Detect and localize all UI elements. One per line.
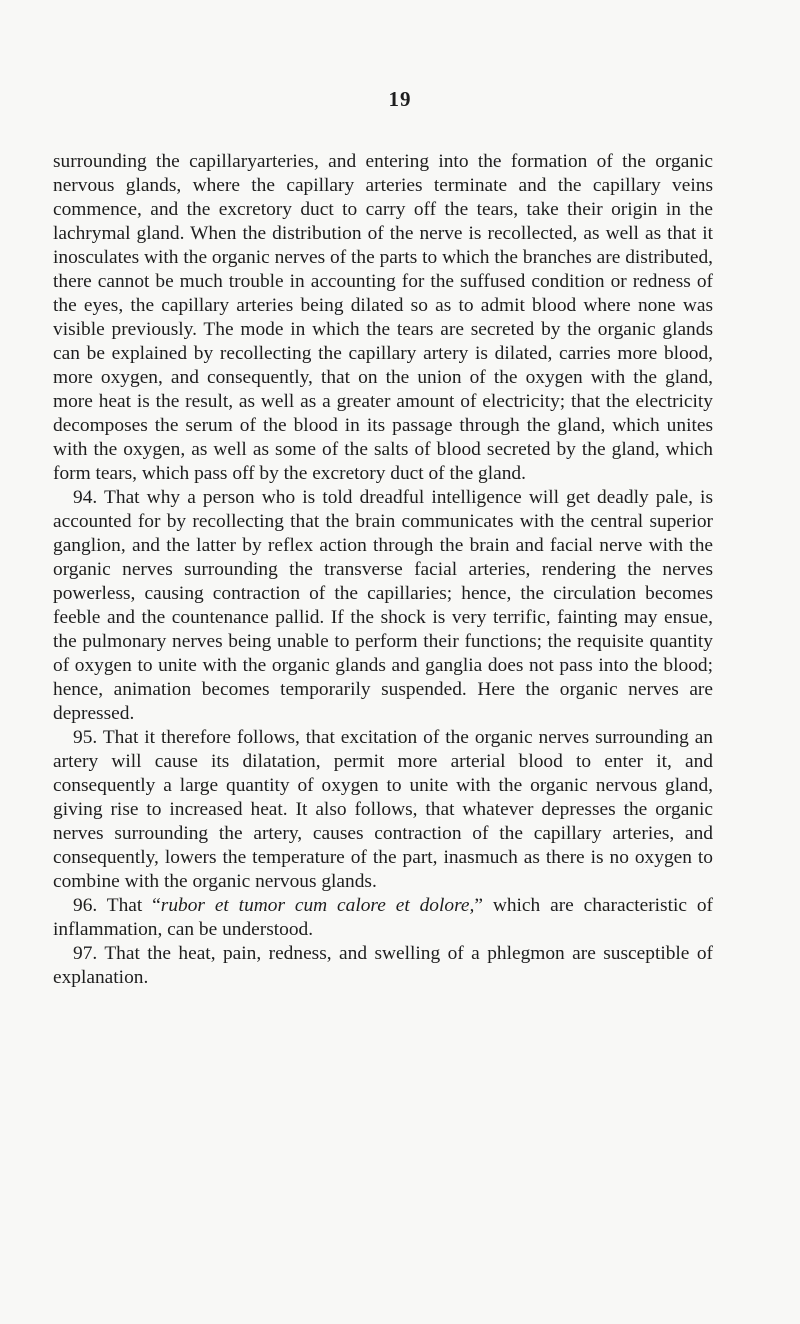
paragraph-95 — [53, 726, 713, 894]
paragraph-number: 97. — [73, 943, 98, 964]
paragraph-text: That why a person who is told dreadful intelligence will get deadly pale, is accounted for by recollecting that the brain communicates with the central superior ganglion, and the latter by reflex action through the brain and facial nerve with the organic nerves surrounding the transverse facial arteries, rendering the nerves powerless, causing contraction of the capillaries; hence, the circulation becomes feeble and the countenance pallid. If the shock is very terrific, fainting may ensue, the pulmonary nerves being unable to perform their functions; the requisite quantity of oxygen to unite with the organic glands and ganglia does not pass into the blood; hence, animation becomes temporarily suspended. Here the organic nerves are depressed. — [53, 487, 713, 724]
page-number: 19 — [388, 87, 412, 111]
paragraph-number: 96. — [73, 895, 98, 916]
latin-phrase: rubor et tumor cum calore et dolore, — [160, 895, 475, 916]
paragraph-tail: ” which are characteristic of inflammation, can be understood. — [53, 895, 713, 940]
paragraph-continued: surrounding the capillaryarteries, and entering into the formation of the organic nervous glands, where the capillary arteries terminate and the capillary veins commence, and the excretory duct to carry off the tears, take their origin in the lachrymal gland. When the distribution of the nerve is recollected, as well as that it inosculates with the organic nerves of the parts to which the branches are distributed, there cannot be much trouble in accounting for the suffused condition or redness of the eyes, the capillary arteries being dilated so as to admit blood where none was visible previously. The mode in which the tears are secreted by the organic glands can be explained by recollecting the capillary artery is dilated, carries more blood, more oxygen, and consequently, that on the union of the oxygen with the gland, more heat is the result, as well as a greater amount of electricity; that the electricity decomposes the serum of the blood in its passage through the gland, which unites with the oxygen, as well as some of the salts of blood secreted by the gland, which form tears, which pass off by the excretory duct of the gland. — [53, 151, 713, 484]
paragraph-text: That the heat, pain, redness, and swelling of a phlegmon are susceptible of explanation. — [53, 943, 713, 988]
paragraph-96 — [53, 894, 713, 942]
paragraph-number: 95. — [73, 727, 98, 748]
paragraph-text: That it therefore follows, that excitation of the organic nerves surrounding an artery will cause its dilatation, permit more arterial blood to enter it, and consequently a large quantity of oxygen to unite with the organic nervous gland, giving rise to increased heat. It also follows, that whatever depresses the organic nerves surrounding the artery, causes contraction of the capillary arteries, and consequently, lowers the temperature of the part, inasmuch as there is no oxygen to combine with the organic nervous glands. — [53, 727, 713, 892]
paragraph-94 — [53, 486, 713, 726]
body-text — [53, 150, 713, 990]
paragraph-number: 94. — [73, 487, 98, 508]
paragraph-97 — [53, 942, 713, 990]
paragraph-lead: That “ — [106, 895, 161, 916]
